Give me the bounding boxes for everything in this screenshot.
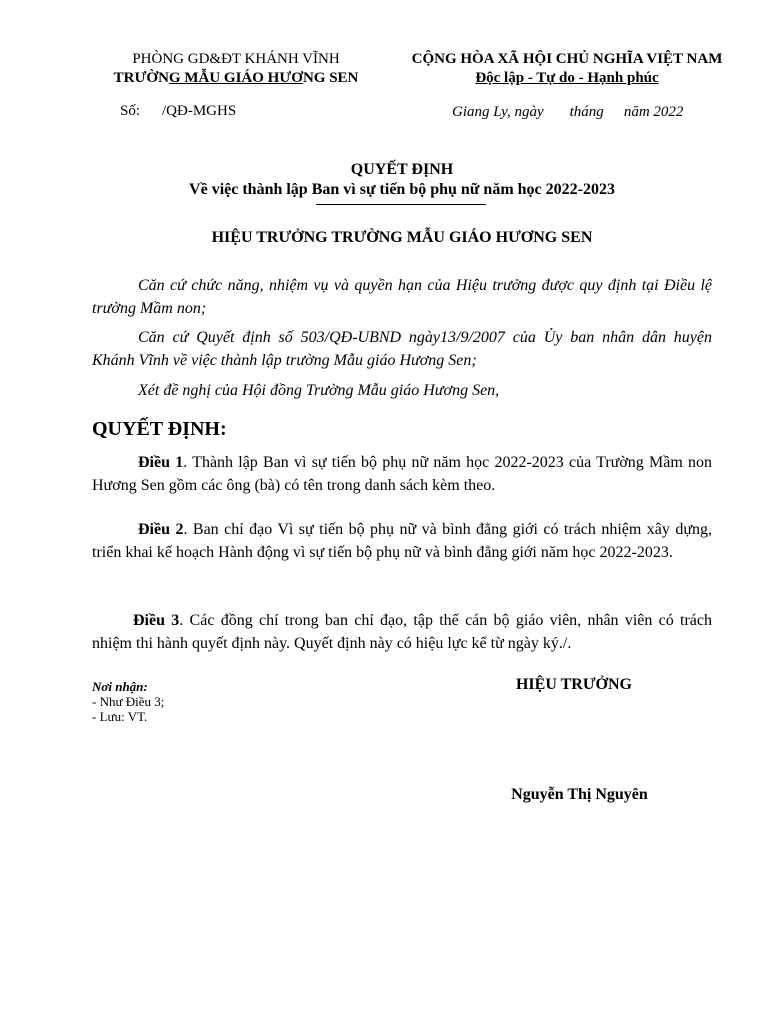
document-date: Giang Ly, ngày tháng năm 2022: [452, 104, 684, 120]
decision-heading: QUYẾT ĐỊNH:: [92, 418, 227, 440]
article-1: Điều 1. Thành lập Ban vì sự tiến bộ phụ nữ năm học 2022-2023 của Trường Mầm non Hương Sen gồm các ông (bà) có tên trong danh sách kèm theo.: [92, 454, 713, 494]
org-department: PHÒNG GD&ĐT KHÁNH VĨNH: [132, 51, 340, 67]
signer-name: Nguyễn Thị Nguyên: [511, 786, 648, 803]
national-motto: Độc lập - Tự do - Hạnh phúc: [475, 70, 659, 86]
country-name: CỘNG HÒA XÃ HỘI CHỦ NGHĨA VIỆT NAM: [411, 51, 723, 67]
national-header: [396, 50, 738, 88]
document-title: [92, 160, 712, 200]
org-school: TRƯỜNG MẪU GIÁO HƯƠNG SEN: [113, 70, 359, 86]
title-heading: QUYẾT ĐỊNH: [350, 161, 454, 178]
recipients-title: Nơi nhận:: [92, 679, 148, 694]
title-subject: Về việc thành lập Ban vì sự tiến bộ phụ nữ năm học 2022-2023: [189, 181, 615, 198]
ground-paragraph: Xét đề nghị của Hội đồng Trường Mẫu giáo Hương Sen,: [138, 382, 500, 399]
issuing-organization: [92, 50, 380, 88]
ground-paragraph: Căn cứ chức năng, nhiệm vụ và quyền hạn của Hiệu trưởng được quy định tại Điều lệ trường Mầm non;: [92, 277, 712, 317]
article-3: Điều 3. Các đồng chí trong ban chỉ đạo, tập thể cán bộ giáo viên, nhân viên có trách nhiệm thi hành quyết định này. Quyết định này có hiệu lực kể từ ngày ký./.: [92, 612, 713, 652]
article-2: Điều 2. Ban chỉ đạo Vì sự tiến bộ phụ nữ và bình đẳng giới có trách nhiệm xây dựng, triển khai kế hoạch Hành động vì sự tiến bộ phụ nữ và bình đẳng giới năm học 2022-2023.: [92, 521, 713, 561]
document-number: Số: /QĐ-MGHS: [120, 103, 237, 119]
ground-paragraph: Căn cứ Quyết định số 503/QĐ-UBND ngày13/9/2007 của Ủy ban nhân dân huyện Khánh Vĩnh về việc thành lập trường Mẫu giáo Hương Sen;: [92, 329, 712, 369]
recipient-item: - Như Điều 3;: [92, 694, 165, 709]
title-divider: [316, 204, 486, 205]
authority-heading: HIỆU TRƯỞNG TRƯỜNG MẪU GIÁO HƯƠNG SEN: [211, 229, 593, 246]
signer-title: HIỆU TRƯỞNG: [515, 676, 632, 693]
recipients-block: [92, 679, 164, 724]
recipient-item: - Lưu: VT.: [92, 709, 148, 724]
